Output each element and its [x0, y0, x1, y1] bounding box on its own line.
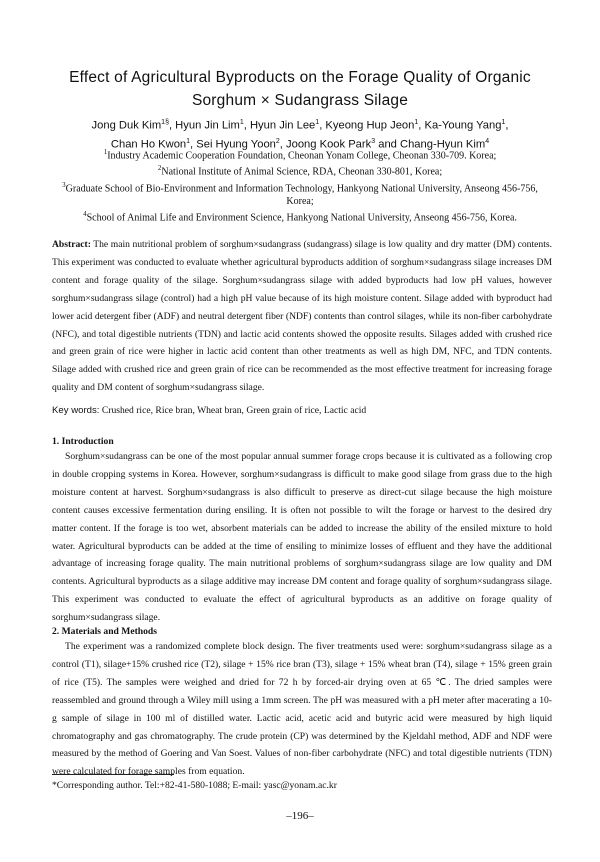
introduction-paragraph: Sorghum×sudangrass can be one of the most popular annual summer forage crops because it is cultivated as a following crop in double cropping systems in Korea. However, sorghum×sudangrass is difficult to make good silage from grass due to the high moisture content at harvest. Sorghum×sudangrass is also difficult to preserve as direct-cut silage because the high moisture content causes excessive fermentation during ensiling. It is often not possible to wilt the forage or harvest to the desired dry matter content. If the forage is too wet, absorbent materials can be added to increase the ability of the ensiled mixture to hold water. Agricultural byproducts can be added at the time of ensiling to minimize losses of effluent and they have the additional advantage of increasing forage quality. The main nutritional problems of sorghum×sudangrass silage are low quality and DM contents. Agricultural byproducts as a silage additive may increase DM content and forage quality of sorghum×sudangrass silage. This experiment was conducted to evaluate the effect of agricultural byproducts as an additive on forage quality of sorghum×sudangrass silage.: [52, 451, 552, 624]
footnote-divider: [52, 774, 174, 775]
section-heading-methods: 2. Materials and Methods: [52, 626, 157, 637]
author-sup: 1: [239, 119, 244, 126]
affiliation-text: Industry Academic Cooperation Foundation, Cheonan Yonam College, Cheonan 330-709. Korea;: [107, 150, 497, 162]
author-name: Chan Ho Kwon: [110, 138, 187, 151]
author-sup: 1: [315, 119, 320, 126]
author-name: , Ka-Young Yang: [418, 119, 502, 132]
author-sup: 1: [501, 119, 506, 126]
keywords-text: Crushed rice, Rice bran, Wheat bran, Green grain of rice, Lactic acid: [99, 405, 367, 416]
affiliation-sup: 2: [157, 164, 162, 173]
author-name: , Joong Kook Park: [279, 138, 372, 151]
author-name: , Hyun Jin Lee: [243, 119, 316, 132]
abstract: [52, 236, 552, 397]
affiliation-text: Graduate School of Bio-Environment and Information Technology, Hankyong National University, Anseong 456-756,: [65, 182, 538, 194]
affiliation-2: [20, 162, 580, 178]
author-name: and Chang-Hyun Kim: [375, 138, 486, 151]
affiliation-3-cont: Korea;: [286, 195, 314, 207]
keywords: [52, 404, 552, 418]
author-name: , Hyun Jin Lim: [168, 119, 240, 132]
author-name: , Sei Hyung Yoon: [190, 138, 276, 151]
author-sup: 2: [275, 137, 280, 145]
affiliation-sup: 3: [62, 180, 66, 189]
affiliation-1: [20, 146, 580, 162]
author-line-1: Jong Duk Kim$^{1\S}$, Hyun Jin Lim$^1$, Hyun Jin Lee$^1$, Kyeong Hup Jeon$^1$, Ka-Young Yang$^1$,: [91, 119, 509, 132]
methods-paragraph: The experiment was a randomized complete block design. The fiver treatments used were: sorghum×sudangrass silage as a control (T1), silage+15% crushed rice (T2), silage + 15% rice bran (T3), silage + 15% wheat bran (T4), silage + 15% green grain of rice (T5). The samples were weighed and dried for 72 h by forced-air drying oven at 65 ℃. The dried samples were reassembled and ground through a Wiley mill using a 1mm screen. The pH was measured with a pH meter after macerating a 10-g sample of silage in 100 ml of distilled water. Lactic acid, acetic acid and butyric acid were measured by high liquid chromatography and gas chromatography. The crude protein (CP) was determined by the Kjeldahl method, ADF and NDF were measured by the method of Goering and Van Soest. Values of non-fiber carbohydrate (NFC) and total digestible nutrients (TDN) were calculated for forage samples from equation.: [52, 641, 552, 778]
page-number: –196–: [286, 810, 314, 822]
author-sup: 1§: [161, 119, 169, 126]
affiliation-sup: 1: [103, 148, 108, 156]
author-sup: 1: [186, 137, 191, 145]
abstract-label: Abstract:: [52, 239, 91, 250]
author-name: , Kyeong Hup Jeon: [319, 119, 415, 132]
keywords-label: Key words:: [52, 405, 100, 416]
author-sup: 4: [485, 137, 490, 145]
affiliation-text: School of Animal Life and Environment Science, Hankyong National University, Anseong 456-756, Korea.: [86, 212, 517, 224]
author-sup: 3: [371, 137, 376, 145]
title-line-2: Sorghum × Sudangrass Silage: [191, 92, 409, 109]
paper-title: [20, 66, 580, 112]
author-sup: 1: [414, 119, 419, 126]
affiliation-sup: 4: [83, 209, 87, 218]
affiliation-4: [20, 208, 580, 224]
title-line-1: Effect of Agricultural Byproducts on the Forage Quality of Organic: [69, 69, 531, 86]
affiliation-text: National Institute of Animal Science, RDA, Cheonan 330-801, Korea;: [161, 166, 443, 178]
affiliation-3: [20, 179, 580, 195]
section-heading-introduction: 1. Introduction: [52, 436, 114, 447]
affiliations: [20, 146, 580, 224]
abstract-text: The main nutritional problem of sorghum×sudangrass (sudangrass) silage is low quality and dry matter (DM) contents. This experiment was conducted to evaluate whether agricultural byproducts addition of sorghum×sudangrass silage increases DM content and forage quality of the silage. Sorghum×sudangrass silage with added byproducts had low pH values, however sorghum×sudangrass silage (control) had a high pH value because of its high moisture content. Silage added with byproduct had lower acid detergent fiber (ADF) and neutral detergent fiber (NDF) contents than control silages, while its non-fiber carbohydrate (NFC), and total digestible nutrients (TDN) and lactic acid contents showed the opposite results. Silages added with crushed rice and green grain of rice were higher in lactic acid content than other treatments as well as high DM, NFC, and TDN contents. Silage added with crushed rice and green grain of rice can be recommended as the most effective treatment for increasing forage quality and DM content of sorghum×sudangrass silage.: [52, 239, 552, 394]
author-name: Jong Duk Kim: [91, 119, 162, 132]
corresponding-author-footnote: *Corresponding author. Tel:+82-41-580-1088; E-mail: yasc@yonam.ac.kr: [52, 780, 337, 791]
